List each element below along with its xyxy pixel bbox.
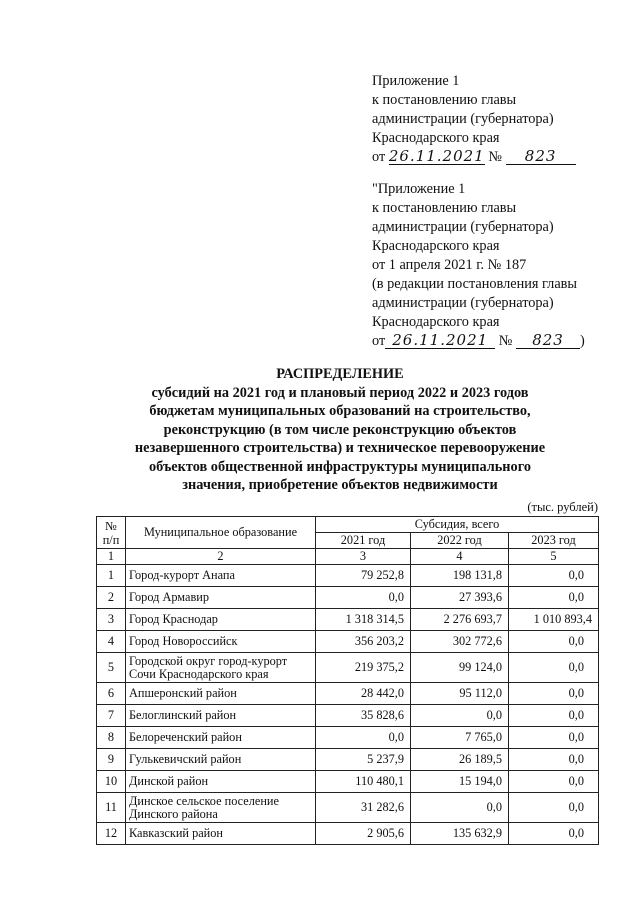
row-municipality: Кавказский район — [126, 823, 316, 845]
row-municipality: Апшеронский район — [126, 683, 316, 705]
title-line: реконструкцию (в том числе реконструкцию объектов — [163, 421, 517, 438]
title-heading: РАСПРЕДЕЛЕНИЕ — [276, 366, 404, 382]
appendix-date-line — [372, 148, 622, 167]
row-num: 1 — [97, 565, 126, 587]
row-2022: 198 131,8 — [411, 565, 509, 587]
row-2022: 2 276 693,7 — [411, 609, 509, 631]
row-2022: 7 765,0 — [411, 727, 509, 749]
row-2021: 2 905,6 — [316, 823, 411, 845]
row-2023: 0,0 — [509, 565, 599, 587]
handwritten-number: 823 — [516, 332, 580, 349]
appendix-line: (в редакции постановления главы — [372, 276, 578, 292]
row-2023: 0,0 — [509, 683, 599, 705]
row-2021: 5 237,9 — [316, 749, 411, 771]
table-row — [97, 727, 599, 749]
handwritten-number: 823 — [506, 148, 576, 165]
col-number: 2 — [126, 549, 316, 565]
row-2022: 26 189,5 — [411, 749, 509, 771]
row-2021: 0,0 — [316, 587, 411, 609]
row-2023: 0,0 — [509, 749, 599, 771]
table-row — [97, 683, 599, 705]
appendix-block — [372, 72, 622, 167]
row-municipality: Динское сельское поселение Динского района — [126, 793, 316, 823]
row-2023: 0,0 — [509, 793, 599, 823]
closing-paren: ) — [580, 333, 585, 349]
appendix-line: к постановлению главы — [372, 92, 517, 108]
row-2023: 0,0 — [509, 587, 599, 609]
units-label: (тыс. рублей) — [527, 500, 598, 514]
table-row — [97, 793, 599, 823]
row-num: 7 — [97, 705, 126, 727]
row-num: 11 — [97, 793, 126, 823]
col-number: 5 — [509, 549, 599, 565]
row-2023: 0,0 — [509, 705, 599, 727]
row-num: 12 — [97, 823, 126, 845]
appendix-line: к постановлению главы — [372, 200, 517, 216]
appendix-line: администрации (губернатора) — [372, 295, 554, 311]
row-2023: 0,0 — [509, 771, 599, 793]
table-row — [97, 653, 599, 683]
row-municipality: Белореченский район — [126, 727, 316, 749]
row-2022: 0,0 — [411, 793, 509, 823]
row-num: 10 — [97, 771, 126, 793]
title-line: незавершенного строительства) и техническое перевооружение — [134, 440, 546, 456]
title-line: бюджетам муниципальных образований на строительство, — [149, 403, 531, 419]
appendix-line: администрации (губернатора) — [372, 219, 554, 235]
row-municipality: Городской округ город-курорт Сочи Краснодарского края — [126, 653, 316, 683]
row-2022: 95 112,0 — [411, 683, 509, 705]
number-label: № — [498, 333, 513, 349]
table-row — [97, 823, 599, 845]
from-label: от — [372, 149, 386, 165]
document-title — [120, 365, 560, 495]
col-number: 3 — [316, 549, 411, 565]
row-2023: 0,0 — [509, 727, 599, 749]
row-num: 2 — [97, 587, 126, 609]
row-2021: 110 480,1 — [316, 771, 411, 793]
from-label: от — [372, 333, 386, 349]
row-2021: 31 282,6 — [316, 793, 411, 823]
row-2021: 356 203,2 — [316, 631, 411, 653]
subsidy-table — [96, 516, 599, 845]
row-2021: 1 318 314,5 — [316, 609, 411, 631]
row-municipality: Город Новороссийск — [126, 631, 316, 653]
table-row — [97, 749, 599, 771]
appendix-date-line — [372, 332, 622, 351]
table-row — [97, 587, 599, 609]
appendix-line: Приложение 1 — [372, 73, 460, 89]
header-2021: 2021 год — [316, 533, 411, 549]
table-row — [97, 705, 599, 727]
row-municipality: Город-курорт Анапа — [126, 565, 316, 587]
appendix-line: "Приложение 1 — [372, 181, 466, 197]
row-municipality: Белоглинский район — [126, 705, 316, 727]
row-municipality: Гулькевичский район — [126, 749, 316, 771]
col-number: 1 — [97, 549, 126, 565]
row-num: 3 — [97, 609, 126, 631]
row-2021: 79 252,8 — [316, 565, 411, 587]
row-num: 6 — [97, 683, 126, 705]
handwritten-date: 26.11.2021 — [388, 147, 485, 165]
header-municipality: Муниципальное образование — [126, 517, 316, 549]
row-municipality: Город Краснодар — [126, 609, 316, 631]
table-row — [97, 609, 599, 631]
appendix-line: от 1 апреля 2021 г. № 187 — [372, 257, 527, 273]
row-2022: 27 393,6 — [411, 587, 509, 609]
appendix-line: Краснодарского края — [372, 238, 500, 254]
row-num: 4 — [97, 631, 126, 653]
row-2022: 15 194,0 — [411, 771, 509, 793]
appendix-original-block — [372, 180, 622, 351]
table-row — [97, 771, 599, 793]
row-num: 9 — [97, 749, 126, 771]
handwritten-date: 26.11.2021 — [385, 332, 495, 349]
header-2022: 2022 год — [411, 533, 509, 549]
row-2023: 0,0 — [509, 823, 599, 845]
header-num: № п/п — [97, 517, 126, 549]
title-line: объектов общественной инфраструктуры муниципального — [149, 458, 531, 475]
row-2022: 135 632,9 — [411, 823, 509, 845]
row-2022: 99 124,0 — [411, 653, 509, 683]
title-line: значения, приобретение объектов недвижимости — [182, 477, 498, 493]
row-2021: 28 442,0 — [316, 683, 411, 705]
title-line: субсидий на 2021 год и плановый период 2022 и 2023 годов — [151, 384, 529, 401]
row-municipality: Динской район — [126, 771, 316, 793]
row-num: 8 — [97, 727, 126, 749]
row-2021: 219 375,2 — [316, 653, 411, 683]
number-label: № — [488, 149, 503, 165]
row-2021: 0,0 — [316, 727, 411, 749]
appendix-line: администрации (губернатора) — [372, 111, 554, 127]
row-municipality: Город Армавир — [126, 587, 316, 609]
row-2022: 0,0 — [411, 705, 509, 727]
header-2023: 2023 год — [509, 533, 599, 549]
col-number: 4 — [411, 549, 509, 565]
appendix-line: Краснодарского края — [372, 314, 500, 330]
row-2023: 0,0 — [509, 631, 599, 653]
table-row — [97, 631, 599, 653]
appendix-line: Краснодарского края — [372, 130, 500, 146]
table-row — [97, 565, 599, 587]
header-subsidy-total: Субсидия, всего — [316, 517, 599, 533]
row-2023: 1 010 893,4 — [509, 609, 599, 631]
row-num: 5 — [97, 653, 126, 683]
row-2023: 0,0 — [509, 653, 599, 683]
row-2021: 35 828,6 — [316, 705, 411, 727]
row-2022: 302 772,6 — [411, 631, 509, 653]
